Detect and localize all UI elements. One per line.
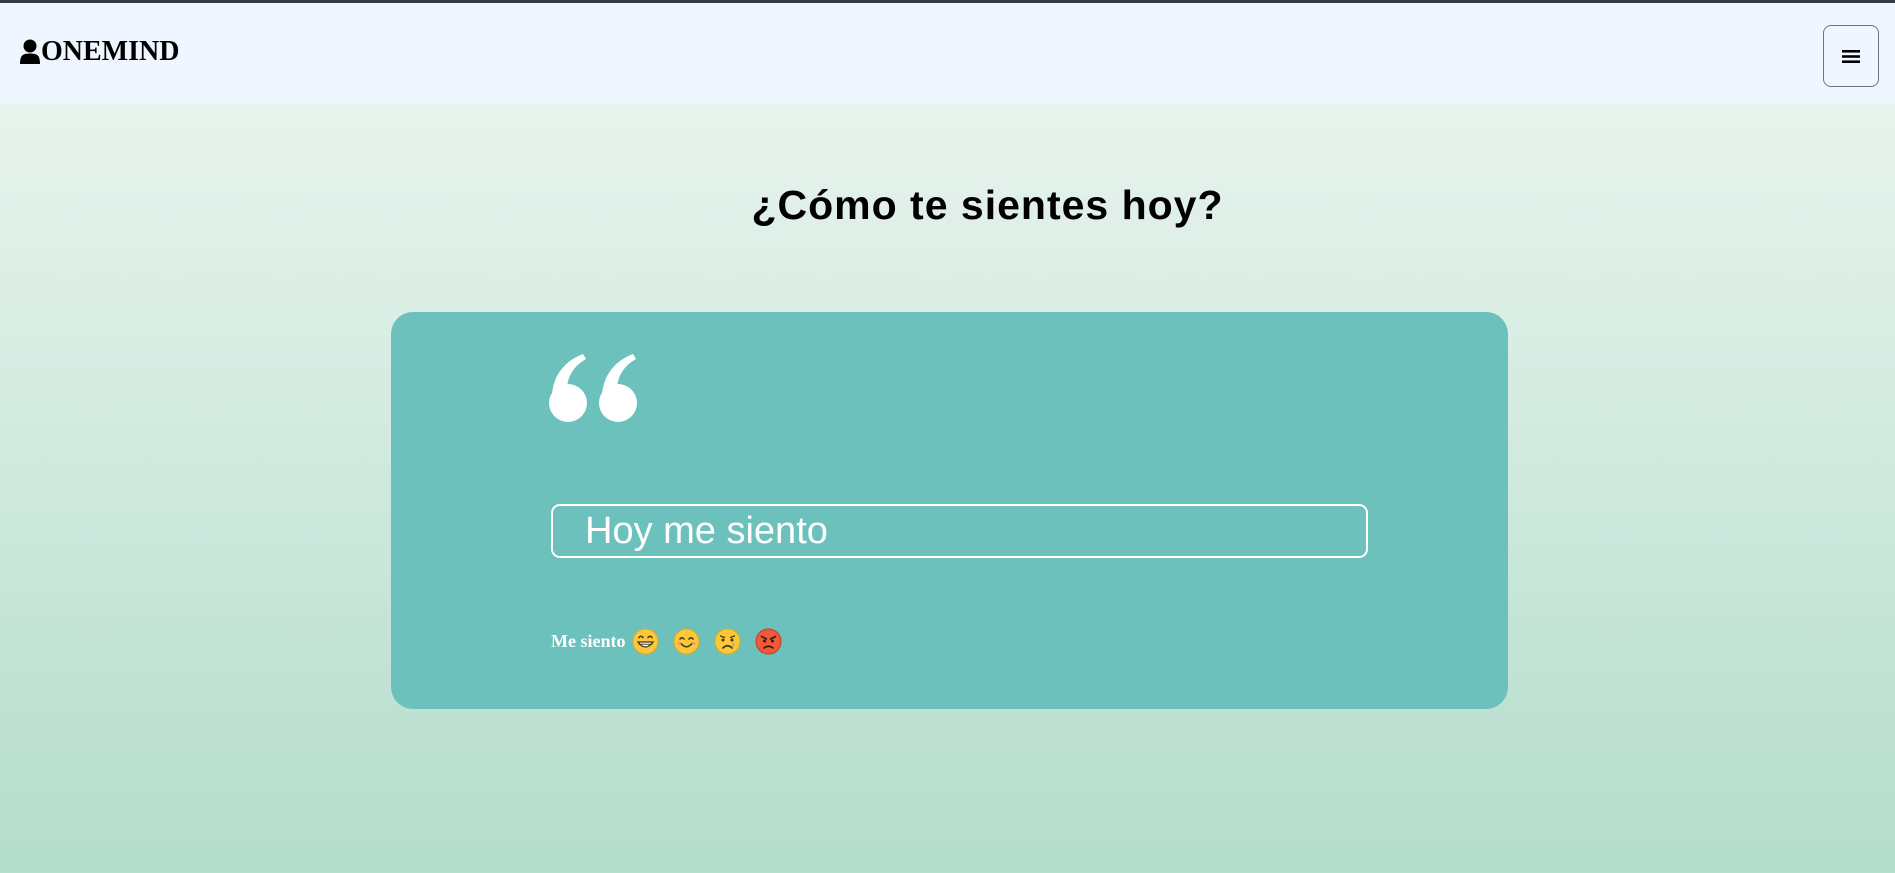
mood-label: Me siento — [551, 631, 626, 651]
page-title: ¿Cómo te sientes hoy? — [751, 182, 1224, 228]
menu-toggle-button[interactable] — [1823, 25, 1879, 87]
brand-link[interactable] — [19, 37, 179, 67]
mood-card — [391, 312, 1508, 709]
feeling-input[interactable] — [551, 504, 1368, 558]
quote-icon — [548, 352, 640, 424]
brand-name: ONEMIND — [41, 36, 180, 67]
sad-emoji-icon[interactable] — [714, 628, 741, 655]
navbar — [0, 3, 1895, 104]
angry-emoji-icon[interactable] — [755, 628, 782, 655]
mood-selector — [551, 628, 796, 655]
hamburger-icon — [1842, 49, 1860, 64]
grinning-emoji-icon[interactable] — [632, 628, 659, 655]
smiling-emoji-icon[interactable] — [673, 628, 700, 655]
user-icon — [19, 39, 41, 65]
